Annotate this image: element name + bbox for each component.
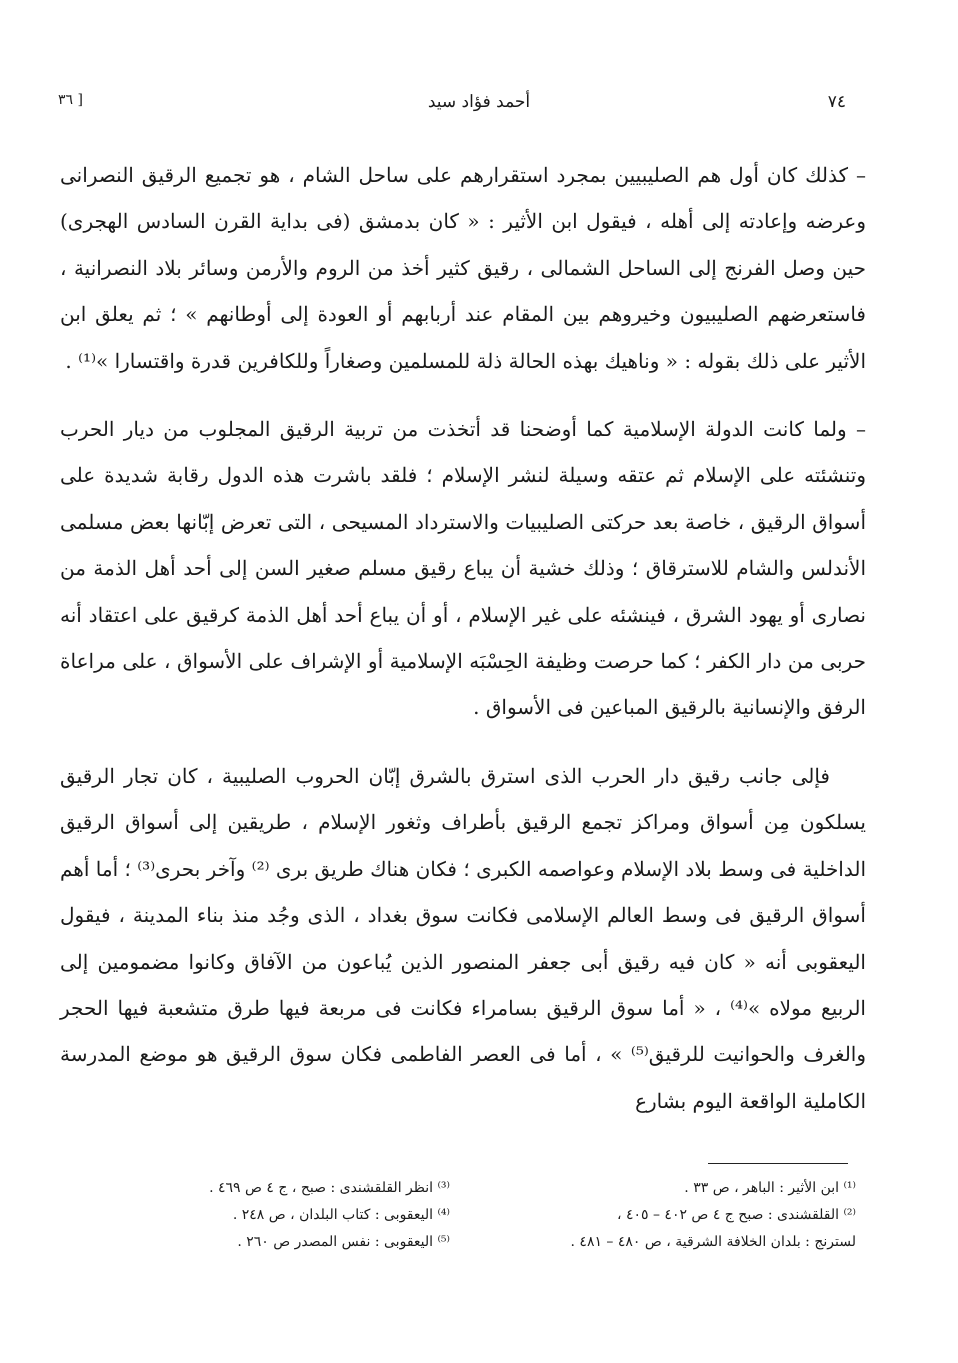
footnotes-left-column bbox=[120, 1175, 450, 1256]
paragraph-slave-routes: فإلى جانب رقيق دار الحرب الذى استرق بالشرق إبّان الحروب الصليبية ، كان تجار الرقيق يسلكون مِن أسواق ومراكز تجمع الرقيق بأطراف وثغور الإسلام ، طريقين إلى أسواق الرقيق الداخلية فى وسط بلاد الإسلام وعواصمه الكبرى ؛ فكان هناك طريق برى ⁽²⁾ وآخر بحرى⁽³⁾ ؛ أما أهم أسواق الرقيق فى وسط العالم الإسلامى فكانت سوق بغداد ، الذى وجُد منذ بناء المدينة ، فيقول اليعقوبى أنه « كان فيه رقيق أبى جعفر المنصور الذين يُباعون من الآفاق وكانوا مضمومين إلى الربيع مولاه »⁽⁴⁾ ، « أما سوق الرقيق بسامراء فكانت فى مربعة فيها طرق متشعبة فيها الحجر والغرف والحوانيت للرقيق⁽⁵⁾ » ، أما فى العصر الفاطمى فكان سوق الرقيق هو موضع المدرسة الكاملية الواقعة اليوم بشارع bbox=[60, 763, 867, 1113]
footnote-5: ⁽⁵⁾ اليعقوبى : نفس المصدر ص ٢٦٠ . bbox=[237, 1234, 450, 1250]
running-header bbox=[0, 92, 958, 118]
footnotes-right-column bbox=[476, 1175, 856, 1256]
author-name: أحمد فؤاد سيد bbox=[427, 92, 531, 112]
footnote-2-continued: لسترنج : بلدان الخلافة الشرقية ، ص ٤٨٠ – ٤٨١ . bbox=[570, 1234, 856, 1250]
main-text bbox=[60, 152, 866, 1124]
footnote-4: ⁽⁴⁾ اليعقوبى : كتاب البلدان ، ص ٢٤٨ . bbox=[232, 1207, 450, 1223]
paragraph-slave-market-oversight: – ولما كانت الدولة الإسلامية كما أوضحنا قد أتخذت من تربية الرقيق المجلوب من ديار الحرب وتنشئته على الإسلام ثم عتقه وسيلة لنشر الإسلام ؛ فلقد باشرت هذه الدول رقابة شديدة على أسواق الرقيق ، خاصة بعد حركتى الصليبيات والاسترداد المسيحى ، التى تعرض إبّانها بعض مسلمى الأندلس والشام للاسترقاق ؛ وذلك خشية أن يباع رقيق مسلم صغير السن إلى أحد أهل الذمة من نصارى أو يهود الشرق ، فينشئه على غير الإسلام ، أو أن يباع أحد أهل الذمة كرقيق على اعتقاد أنه حربى من دار الكفر ؛ كما حرصت وظيفة الحِسْبَه الإسلامية أو الإشراف على الأسواق ، على مراعاة الرفق والإنسانية بالرقيق المباعين فى الأسواق . bbox=[60, 417, 867, 720]
footnote-2: ⁽²⁾ القلقشندى : صبح ج ٤ ص ٤٠٢ – ٤٠٥ ، bbox=[616, 1207, 856, 1223]
marginal-page-mark: ٣٦ ] bbox=[58, 92, 83, 108]
footnote-3: ⁽³⁾ انظر القلقشندى : صبح ، ج ٤ ص ٤٦٩ . bbox=[209, 1180, 450, 1196]
paragraph-crusader-slaves: – كذلك كان أول هم الصليبيين بمجرد استقرارهم على ساحل الشام ، هو تجميع الرقيق النصرانى وعرضه وإعادته إلى أهله ، فيقول ابن الأثير : « كان بدمشق (فى بداية القرن السادس الهجرى) حين وصل الفرنج إلى الساحل الشمالى ، رقيق كثير أخذ من الروم والأرمن وسائر بلاد النصرانية ، فاستعرضهم الصليبيون وخيروهم بين المقام عند أربابهم أو العودة إلى أوطانهم » ؛ ثم يعلق ابن الأثير على ذلك بقوله : « وناهيك بهذه الحالة ذلة للمسلمين وصغاراً وللكافرين قدرة واقتسارا »⁽¹⁾ . bbox=[60, 163, 866, 373]
footnote-separator bbox=[708, 1163, 848, 1164]
footnote-1: ⁽¹⁾ ابن الأثير : الباهر ، ص ٣٣ . bbox=[684, 1180, 856, 1196]
page-number: ٧٤ bbox=[827, 92, 846, 112]
